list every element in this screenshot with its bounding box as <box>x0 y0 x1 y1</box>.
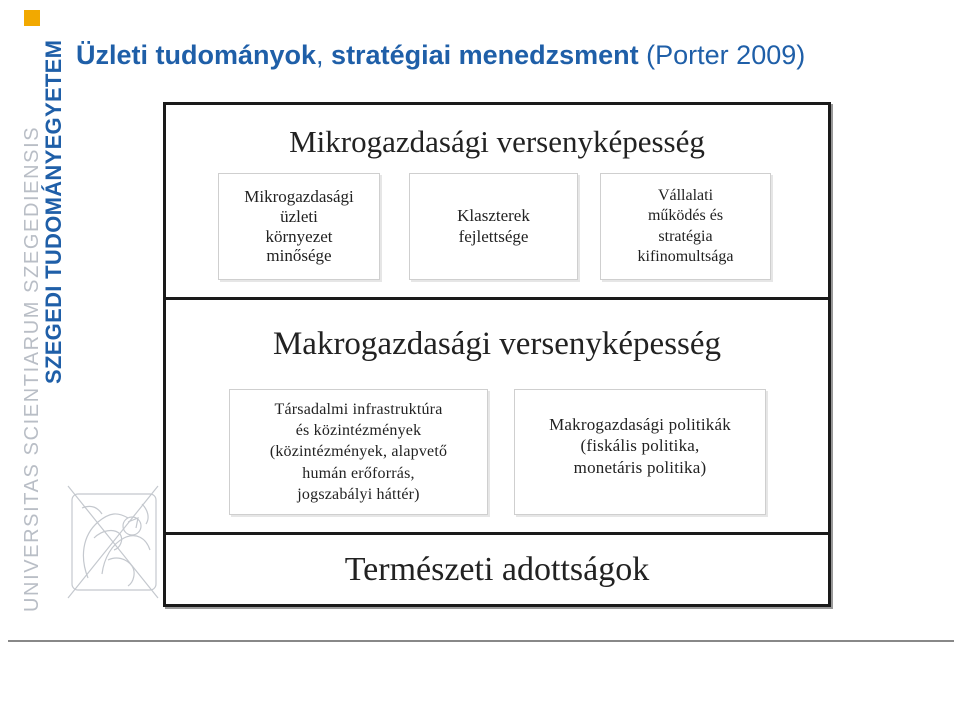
title-comma: , <box>316 40 332 70</box>
title-bold-part: Üzleti tudományok <box>76 40 317 70</box>
macro-heading: Makrogazdasági versenyképesség <box>272 326 722 362</box>
micro-box-1-text: Mikrogazdasági üzleti környezet minősége <box>244 187 354 266</box>
university-emblem-icon <box>58 478 170 606</box>
micro-box-2-text: Klaszterek fejlettsége <box>457 206 530 246</box>
company-strategy-box <box>600 173 771 280</box>
title-bold-part-2: stratégiai menedzsment <box>331 40 639 70</box>
clusters-box <box>409 173 578 280</box>
natural-endowments-frame <box>163 532 831 607</box>
footer-divider <box>8 640 954 642</box>
title-citation: (Porter 2009) <box>638 40 806 70</box>
macro-competitiveness-frame <box>163 297 831 535</box>
university-latin-name: UNIVERSITAS SCIENTIARUM SZEGEDIENSIS <box>21 125 43 612</box>
macro-box-1-text: Társadalmi infrastruktúra és közintézmények (közintézmények, alapvető humán erőforrás, jogszabályi háttér) <box>269 401 448 503</box>
micro-business-environment-box <box>218 173 380 280</box>
micro-competitiveness-frame <box>163 102 831 300</box>
macro-box-2-text: Makrogazdasági politikák (fiskális politika, monetáris politika) <box>549 415 731 477</box>
micro-heading: Mikrogazdasági versenyképesség <box>289 124 705 159</box>
macro-policies-box <box>514 389 766 515</box>
natural-heading: Természeti adottságok <box>344 551 650 588</box>
social-infrastructure-box <box>229 389 488 515</box>
university-logo-square <box>24 10 40 26</box>
slide-title <box>76 40 805 71</box>
micro-box-3-text: Vállalati működés és stratégia kifinomultsága <box>637 186 734 265</box>
university-name: SZEGEDI TUDOMÁNYEGYETEM <box>41 39 66 384</box>
